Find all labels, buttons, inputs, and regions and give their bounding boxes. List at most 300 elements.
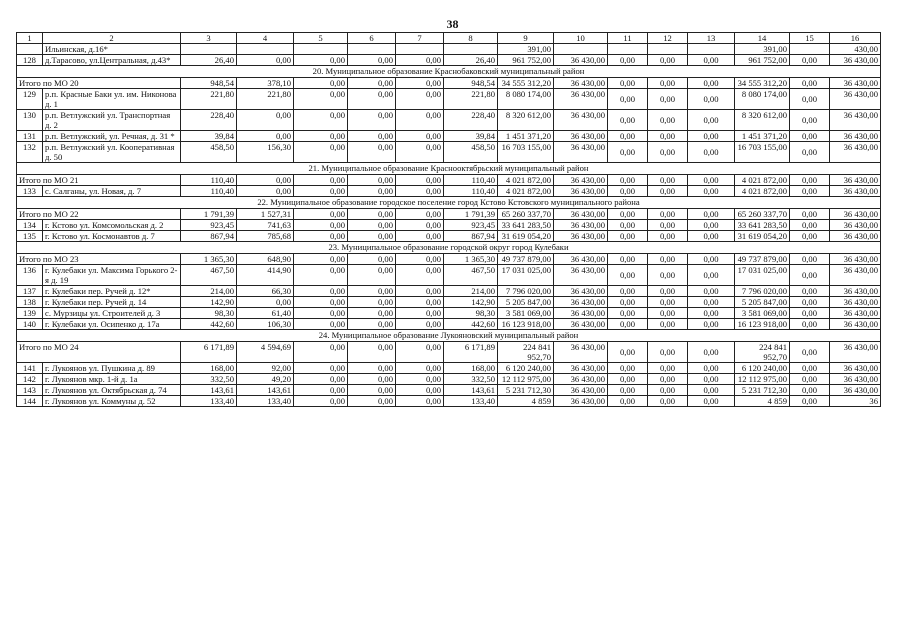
table-cell: 0,00 <box>608 385 648 396</box>
table-cell: 0,00 <box>608 396 648 407</box>
table-cell: 0,00 <box>396 142 444 163</box>
table-cell: 49 737 879,00 <box>498 254 554 265</box>
table-cell: 0,00 <box>396 131 444 142</box>
table-cell: 0,00 <box>688 396 735 407</box>
table-cell: 0,00 <box>688 265 735 286</box>
table-cell: 16 123 918,00 <box>498 319 554 330</box>
table-cell: 948,54 <box>444 78 498 89</box>
table-cell: 36 430,00 <box>830 363 881 374</box>
table-cell: 458,50 <box>444 142 498 163</box>
table-cell: 0,00 <box>790 385 830 396</box>
table-cell: 0,00 <box>790 110 830 131</box>
table-cell: 0,00 <box>688 78 735 89</box>
address-cell: р.п. Красные Баки ул. им. Никонова д. 1 <box>43 89 181 110</box>
table-cell: 0,00 <box>348 363 396 374</box>
table-cell: 0,00 <box>648 254 688 265</box>
table-cell <box>396 44 444 55</box>
table-cell: 0,00 <box>608 110 648 131</box>
header-cell: 4 <box>237 33 294 44</box>
table-cell: 7 796 020,00 <box>735 286 790 297</box>
table-cell: 0,00 <box>294 209 348 220</box>
table-cell: 0,00 <box>648 175 688 186</box>
row-number: 143 <box>17 385 43 396</box>
table-cell: 0,00 <box>688 308 735 319</box>
table-cell: 0,00 <box>396 110 444 131</box>
table-cell: 17 031 025,00 <box>735 265 790 286</box>
table-cell: 31 619 054,20 <box>735 231 790 242</box>
table-cell: 0,00 <box>790 89 830 110</box>
table-cell: 5 205 847,00 <box>498 297 554 308</box>
table-cell: 36 430,00 <box>554 131 608 142</box>
table-cell: 0,00 <box>348 265 396 286</box>
table-cell: 1 791,39 <box>444 209 498 220</box>
table-cell: 0,00 <box>396 342 444 363</box>
table-cell: 0,00 <box>648 385 688 396</box>
table-cell: 36 430,00 <box>830 220 881 231</box>
table-cell: 36 430,00 <box>830 209 881 220</box>
table-cell: 0,00 <box>294 89 348 110</box>
table-cell: 92,00 <box>237 363 294 374</box>
table-cell: 36 430,00 <box>830 175 881 186</box>
table-cell: 923,45 <box>444 220 498 231</box>
table-cell: 0,00 <box>648 286 688 297</box>
table-cell: 0,00 <box>790 220 830 231</box>
table-row <box>17 110 881 131</box>
table-cell: 467,50 <box>444 265 498 286</box>
total-row <box>17 209 881 220</box>
table-cell: 49 737 879,00 <box>735 254 790 265</box>
table-row <box>17 374 881 385</box>
table-cell: 0,00 <box>790 374 830 385</box>
section-title: 24. Муниципальное образование Лукояновский муниципальный район <box>17 330 881 342</box>
table-cell: 36 430,00 <box>554 308 608 319</box>
table-cell: 0,00 <box>688 89 735 110</box>
table-cell: 0,00 <box>294 319 348 330</box>
table-cell: 36 430,00 <box>554 209 608 220</box>
table-cell: 0,00 <box>348 110 396 131</box>
table-cell: 0,00 <box>608 131 648 142</box>
table-cell <box>648 44 688 55</box>
table-cell: 0,00 <box>294 265 348 286</box>
table-cell: 6 120 240,00 <box>498 363 554 374</box>
row-number: 133 <box>17 186 43 197</box>
table-row <box>17 89 881 110</box>
table-cell: 0,00 <box>396 175 444 186</box>
table-cell: 0,00 <box>608 363 648 374</box>
table-cell: 0,00 <box>648 89 688 110</box>
table-cell: 0,00 <box>648 209 688 220</box>
table-cell: 66,30 <box>237 286 294 297</box>
table-cell: 36 430,00 <box>830 286 881 297</box>
total-label: Итого по МО 24 <box>17 342 181 363</box>
table-cell: 36 430,00 <box>830 78 881 89</box>
table-cell: 0,00 <box>396 231 444 242</box>
table-cell: 0,00 <box>648 220 688 231</box>
table-cell: 0,00 <box>294 142 348 163</box>
table-cell: 36 430,00 <box>554 286 608 297</box>
table-cell: 442,60 <box>444 319 498 330</box>
table-cell: 0,00 <box>790 308 830 319</box>
header-cell: 8 <box>444 33 498 44</box>
table-cell: 0,00 <box>790 131 830 142</box>
row-number: 137 <box>17 286 43 297</box>
table-cell: 0,00 <box>396 363 444 374</box>
table-cell: 0,00 <box>396 297 444 308</box>
table-row <box>17 131 881 142</box>
table-cell: 948,54 <box>181 78 237 89</box>
table-cell: 34 555 312,20 <box>498 78 554 89</box>
table-cell: 0,00 <box>790 231 830 242</box>
row-number: 129 <box>17 89 43 110</box>
table-cell: 0,00 <box>294 385 348 396</box>
table-cell: 0,00 <box>688 142 735 163</box>
table-cell: 0,00 <box>790 265 830 286</box>
header-cell: 2 <box>43 33 181 44</box>
total-label: Итого по МО 22 <box>17 209 181 220</box>
table-row <box>17 297 881 308</box>
table-cell: 36 <box>830 396 881 407</box>
table-cell: 0,00 <box>648 131 688 142</box>
table-cell: 6 171,89 <box>181 342 237 363</box>
table-cell: 391,00 <box>735 44 790 55</box>
table-cell: 0,00 <box>688 254 735 265</box>
table-cell: 0,00 <box>348 319 396 330</box>
table-cell: 221,80 <box>181 89 237 110</box>
table-cell: 0,00 <box>294 308 348 319</box>
table-cell: 36 430,00 <box>554 186 608 197</box>
table-cell: 0,00 <box>688 231 735 242</box>
header-cell: 13 <box>688 33 735 44</box>
table-cell: 36 430,00 <box>554 110 608 131</box>
address-cell: р.п. Ветлужский ул. Кооперативная д. 50 <box>43 142 181 163</box>
table-cell: 36 430,00 <box>830 186 881 197</box>
section-title: 23. Муниципальное образование городской округ город Кулебаки <box>17 242 881 254</box>
table-cell: 0,00 <box>396 78 444 89</box>
table-cell: 39,84 <box>181 131 237 142</box>
table-cell: 0,00 <box>688 286 735 297</box>
table-cell: 0,00 <box>648 55 688 66</box>
header-row <box>17 33 881 44</box>
table-cell: 1 365,30 <box>444 254 498 265</box>
table-cell: 36 430,00 <box>554 231 608 242</box>
table-row <box>17 55 881 66</box>
table-cell <box>554 44 608 55</box>
table-cell: 61,40 <box>237 308 294 319</box>
total-row <box>17 175 881 186</box>
table-cell: 0,00 <box>790 55 830 66</box>
address-cell: г. Лукоянов ул. Коммуны д. 52 <box>43 396 181 407</box>
table-cell: 442,60 <box>181 319 237 330</box>
table-cell: 0,00 <box>396 55 444 66</box>
table-cell: 0,00 <box>688 131 735 142</box>
table-cell: 214,00 <box>444 286 498 297</box>
table-cell: 0,00 <box>608 186 648 197</box>
header-cell: 5 <box>294 33 348 44</box>
table-cell: 0,00 <box>348 78 396 89</box>
table-cell: 228,40 <box>444 110 498 131</box>
row-number: 141 <box>17 363 43 374</box>
table-cell: 0,00 <box>648 265 688 286</box>
table-cell: 221,80 <box>444 89 498 110</box>
table-cell: 0,00 <box>790 297 830 308</box>
table-cell: 923,45 <box>181 220 237 231</box>
table-cell: 39,84 <box>444 131 498 142</box>
table-row <box>17 396 881 407</box>
table-cell: 785,68 <box>237 231 294 242</box>
table-cell: 0,00 <box>294 175 348 186</box>
table-cell: 3 581 069,00 <box>498 308 554 319</box>
table-cell: 0,00 <box>348 220 396 231</box>
table-cell <box>688 44 735 55</box>
table-cell: 0,00 <box>688 55 735 66</box>
total-label: Итого по МО 20 <box>17 78 181 89</box>
table-cell: 0,00 <box>348 55 396 66</box>
table-cell: 0,00 <box>648 297 688 308</box>
table-cell: 36 430,00 <box>554 374 608 385</box>
row-number: 140 <box>17 319 43 330</box>
table-cell: 0,00 <box>294 110 348 131</box>
header-cell: 14 <box>735 33 790 44</box>
table-cell: 0,00 <box>396 396 444 407</box>
table-row <box>17 385 881 396</box>
table-cell: 0,00 <box>648 186 688 197</box>
table-cell: 36 430,00 <box>554 142 608 163</box>
table-row <box>17 319 881 330</box>
table-cell: 36 430,00 <box>830 265 881 286</box>
address-cell: г. Кстово ул. Космонавтов д. 7 <box>43 231 181 242</box>
address-cell: г. Кулебаки ул. Максима Горького 2-я д. 19 <box>43 265 181 286</box>
table-cell: 0,00 <box>648 78 688 89</box>
table-cell: 867,94 <box>444 231 498 242</box>
table-cell: 0,00 <box>348 209 396 220</box>
table-cell: 4 021 872,00 <box>735 175 790 186</box>
table-cell: 0,00 <box>608 265 648 286</box>
header-cell: 6 <box>348 33 396 44</box>
table-cell: 0,00 <box>648 231 688 242</box>
table-cell: 36 430,00 <box>554 297 608 308</box>
table-cell <box>608 44 648 55</box>
total-row <box>17 254 881 265</box>
table-cell: 36 430,00 <box>554 319 608 330</box>
row-number: 135 <box>17 231 43 242</box>
table-cell: 961 752,00 <box>735 55 790 66</box>
table-cell: 0,00 <box>688 175 735 186</box>
table-cell: 0,00 <box>790 78 830 89</box>
table-cell: 0,00 <box>348 297 396 308</box>
table-cell: 0,00 <box>294 342 348 363</box>
table-cell: 26,40 <box>444 55 498 66</box>
header-cell: 3 <box>181 33 237 44</box>
table-cell: 0,00 <box>237 297 294 308</box>
table-cell: 224 841 952,70 <box>735 342 790 363</box>
table-cell: 221,80 <box>237 89 294 110</box>
table-cell <box>348 44 396 55</box>
table-cell: 36 430,00 <box>830 110 881 131</box>
table-cell: 414,90 <box>237 265 294 286</box>
table-cell: 1 791,39 <box>181 209 237 220</box>
table-cell: 5 231 712,30 <box>498 385 554 396</box>
table-cell: 0,00 <box>648 374 688 385</box>
table-cell: 0,00 <box>648 319 688 330</box>
section-row <box>17 66 881 78</box>
table-cell: 0,00 <box>348 186 396 197</box>
table-cell: 98,30 <box>444 308 498 319</box>
table-cell: 0,00 <box>294 297 348 308</box>
table-cell: 0,00 <box>294 131 348 142</box>
table-cell: 0,00 <box>396 319 444 330</box>
table-cell: 33 641 283,50 <box>735 220 790 231</box>
table-cell: 0,00 <box>348 254 396 265</box>
table-cell: 34 555 312,20 <box>735 78 790 89</box>
table-cell: 110,40 <box>181 175 237 186</box>
table-cell: 4 859 <box>498 396 554 407</box>
table-cell: 0,00 <box>348 142 396 163</box>
address-cell: г. Лукоянов ул. Пушкина д. 89 <box>43 363 181 374</box>
header-cell: 16 <box>830 33 881 44</box>
total-label: Итого по МО 21 <box>17 175 181 186</box>
table-cell: 0,00 <box>608 342 648 363</box>
total-row <box>17 78 881 89</box>
table-cell: 110,40 <box>181 186 237 197</box>
table-cell: 133,40 <box>444 396 498 407</box>
table-cell: 0,00 <box>608 297 648 308</box>
table-cell: 36 430,00 <box>554 363 608 374</box>
table-cell: 0,00 <box>396 254 444 265</box>
table-cell: 0,00 <box>608 319 648 330</box>
table-cell: 17 031 025,00 <box>498 265 554 286</box>
table-cell: 4 594,69 <box>237 342 294 363</box>
header-cell: 12 <box>648 33 688 44</box>
table-cell: 0,00 <box>396 186 444 197</box>
table-body <box>17 33 881 407</box>
table-cell: 4 021 872,00 <box>498 186 554 197</box>
section-row <box>17 330 881 342</box>
table-cell: 0,00 <box>688 385 735 396</box>
table-cell: 0,00 <box>396 385 444 396</box>
table-cell: 0,00 <box>648 396 688 407</box>
table-cell: 0,00 <box>237 110 294 131</box>
table-cell: 0,00 <box>237 175 294 186</box>
address-cell: г. Кулебаки ул. Осипенко д. 17а <box>43 319 181 330</box>
table-cell: 36 430,00 <box>554 265 608 286</box>
table-cell: 36 430,00 <box>830 297 881 308</box>
table-cell: 0,00 <box>790 209 830 220</box>
table-cell: 0,00 <box>294 374 348 385</box>
table-cell: 0,00 <box>790 342 830 363</box>
table-cell: 36 430,00 <box>830 231 881 242</box>
table-cell: 0,00 <box>790 142 830 163</box>
table-cell: 36 430,00 <box>830 89 881 110</box>
table-cell: 0,00 <box>790 319 830 330</box>
table-cell: 0,00 <box>396 308 444 319</box>
table-cell: 36 430,00 <box>554 220 608 231</box>
table-cell: 36 430,00 <box>830 55 881 66</box>
table-cell: 0,00 <box>608 89 648 110</box>
row-number: 128 <box>17 55 43 66</box>
row-number: 132 <box>17 142 43 163</box>
table-cell: 49,20 <box>237 374 294 385</box>
address-cell: с. Салганы, ул. Новая, д. 7 <box>43 186 181 197</box>
table-cell: 12 112 975,00 <box>735 374 790 385</box>
page-number: 38 <box>446 17 459 31</box>
table-cell: 0,00 <box>648 342 688 363</box>
table-cell: 0,00 <box>608 220 648 231</box>
table-cell: 467,50 <box>181 265 237 286</box>
total-label: Итого по МО 23 <box>17 254 181 265</box>
table-cell: 16 703 155,00 <box>498 142 554 163</box>
table-row <box>17 44 881 55</box>
table-cell: 0,00 <box>790 286 830 297</box>
table-cell: 36 430,00 <box>554 89 608 110</box>
table-cell: 224 841 952,70 <box>498 342 554 363</box>
table-cell: 31 619 054,20 <box>498 231 554 242</box>
table-cell: 0,00 <box>294 254 348 265</box>
table-cell: 133,40 <box>181 396 237 407</box>
header-cell: 9 <box>498 33 554 44</box>
table-cell: 1 451 371,20 <box>735 131 790 142</box>
row-number: 131 <box>17 131 43 142</box>
address-cell: г. Кстово ул. Комсомольская д. 2 <box>43 220 181 231</box>
section-row <box>17 242 881 254</box>
table-cell: 0,00 <box>348 374 396 385</box>
table-cell: 36 430,00 <box>554 342 608 363</box>
table-cell: 0,00 <box>648 308 688 319</box>
table-cell: 1 365,30 <box>181 254 237 265</box>
table-cell: 0,00 <box>688 363 735 374</box>
table-cell: 332,50 <box>444 374 498 385</box>
table-cell: 0,00 <box>348 308 396 319</box>
table-cell: 0,00 <box>294 220 348 231</box>
table-cell: 0,00 <box>648 363 688 374</box>
table-cell: 648,90 <box>237 254 294 265</box>
table-cell: 0,00 <box>648 142 688 163</box>
table-row <box>17 220 881 231</box>
table-cell: 36 430,00 <box>830 385 881 396</box>
section-title: 22. Муниципальное образование городское поселение город Кстово Кстовского муниципального района <box>17 197 881 209</box>
table-cell: 0,00 <box>348 396 396 407</box>
table-cell: 0,00 <box>608 286 648 297</box>
table-cell: 0,00 <box>348 286 396 297</box>
table-cell: 0,00 <box>688 220 735 231</box>
table-cell: 391,00 <box>498 44 554 55</box>
table-cell: 133,40 <box>237 396 294 407</box>
table-cell: 0,00 <box>790 186 830 197</box>
row-number: 144 <box>17 396 43 407</box>
total-row <box>17 342 881 363</box>
table-cell: 0,00 <box>294 231 348 242</box>
table-cell: 0,00 <box>396 286 444 297</box>
table-row <box>17 186 881 197</box>
table-cell: 0,00 <box>608 175 648 186</box>
table-cell: 0,00 <box>688 319 735 330</box>
table-cell: 8 320 612,00 <box>735 110 790 131</box>
table-cell: 143,61 <box>237 385 294 396</box>
table-cell <box>444 44 498 55</box>
table-cell: 430,00 <box>830 44 881 55</box>
table-cell: 0,00 <box>608 254 648 265</box>
table-cell: 106,30 <box>237 319 294 330</box>
table-cell: 228,40 <box>181 110 237 131</box>
table-cell: 0,00 <box>688 374 735 385</box>
table-cell: 16 703 155,00 <box>735 142 790 163</box>
table-cell: 0,00 <box>348 89 396 110</box>
table-cell: 0,00 <box>294 396 348 407</box>
table-cell: 0,00 <box>348 175 396 186</box>
table-cell: 0,00 <box>396 265 444 286</box>
table-cell: 168,00 <box>444 363 498 374</box>
table-cell: 168,00 <box>181 363 237 374</box>
table-cell: 110,40 <box>444 186 498 197</box>
